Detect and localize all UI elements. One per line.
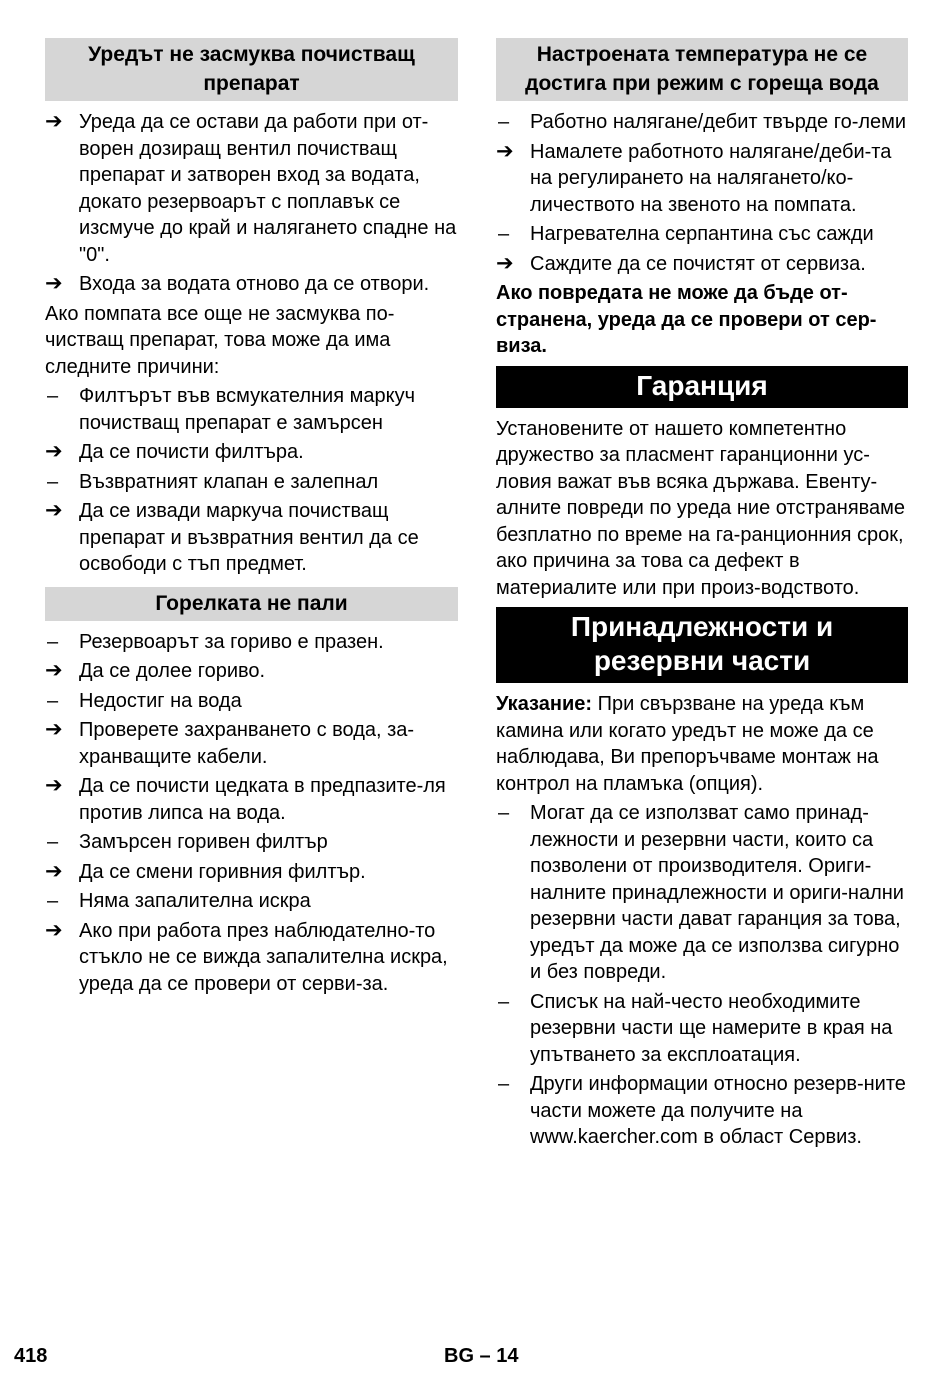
dash-icon: –	[47, 689, 59, 712]
list-item	[45, 829, 458, 856]
arrow-right-icon: ➔	[45, 659, 63, 682]
list-item	[45, 109, 458, 268]
list-detergent-causes	[45, 383, 458, 578]
list-item-text: Саждите да се почистят от сервиза.	[530, 252, 866, 275]
list-item	[45, 773, 458, 826]
list-item	[496, 1071, 908, 1151]
list-item-text: Уреда да се остави да работи при от-ворен дозиращ вентил почистващ препарат и затворен вход за водата, докато резервоарът с поплавък се изсмуче до край и налягането спадне на "0".	[79, 111, 457, 266]
list-item	[45, 717, 458, 770]
paragraph-warranty: Установените от нашето компетентно дружество за пласмент гаранционни ус-ловия важат във всяка държава. Евенту-алните повреди по уреда ние отстраняваме безплатно по време на га-ранционния срок, ако причина за това са дефект в материалите или при произ-водството.	[496, 417, 906, 599]
dash-icon: –	[47, 385, 59, 407]
dash-icon: –	[498, 802, 510, 824]
right-column	[496, 38, 908, 1154]
list-item	[45, 271, 458, 298]
arrow-right-icon: ➔	[45, 859, 63, 883]
list-item	[496, 251, 908, 278]
note-text: При свързване на уреда към камина или когато уредът не може да се наблюдава, Ви препоръчваме монтаж на контрол на пламъка (опция).	[496, 693, 879, 795]
list-item-text: Възвратният клапан е залепнал	[79, 470, 379, 493]
left-column	[45, 38, 458, 1000]
list-item	[45, 469, 458, 496]
list-item-text: Ако при работа през наблюдателно-то стъкло не се вижда запалителна искра, уреда да се провери от серви-за.	[79, 919, 448, 995]
list-item	[45, 888, 458, 915]
arrow-right-icon: ➔	[45, 440, 63, 463]
list-item	[45, 918, 458, 998]
list-item	[496, 109, 908, 136]
list-detergent-steps	[45, 109, 458, 298]
arrow-right-icon: ➔	[45, 110, 63, 133]
arrow-right-icon: ➔	[45, 272, 63, 295]
page-number: 418	[14, 1345, 48, 1367]
list-item-text: Могат да се използват само принад-лежности и резервни части, които са позволени от производителя. Ориги-налните принадлежности и ориги-нални резервни части дават гаранция за това, уредът да може да се използва сигурно и без повреди.	[530, 802, 904, 983]
list-accessories	[496, 800, 908, 1151]
list-item-text: Да се извади маркуча почистващ препарат и възвратния вентил да се освободи с тъп предмет.	[79, 500, 419, 575]
dash-icon: –	[47, 890, 59, 912]
paragraph-contact-service: Ако повредата не може да бъде от-странена, уреда да се провери от сер-виза.	[496, 282, 877, 357]
list-item-text: Замърсен горивен филтър	[79, 831, 328, 853]
heading-accessories-spare-parts: Принадлежности и резервни части	[496, 607, 908, 683]
list-item-text: Да се смени горивния филтър.	[79, 860, 366, 883]
dash-icon: –	[498, 1073, 510, 1095]
list-item	[45, 383, 458, 436]
list-item	[496, 800, 908, 986]
heading-warranty: Гаранция	[496, 366, 908, 408]
dash-icon: –	[498, 223, 510, 245]
list-item	[496, 989, 908, 1069]
list-item-text: Проверете захранването с вода, за-хранващите кабели.	[79, 719, 415, 768]
note-label: Указание:	[496, 693, 593, 715]
list-item	[496, 139, 908, 219]
list-item	[496, 221, 908, 248]
heading-temperature-not-reached: Настроената температура не се достига при режим с гореща вода	[496, 38, 908, 101]
dash-icon: –	[47, 831, 59, 853]
arrow-right-icon: ➔	[45, 499, 63, 522]
list-item-text: Входа за водата отново да се отвори.	[79, 273, 430, 295]
list-burner-causes	[45, 629, 458, 998]
list-item	[45, 658, 458, 685]
page-reference: BG – 14	[444, 1345, 519, 1367]
heading-no-detergent-suction: Уредът не засмуква почистващ препарат	[45, 38, 458, 101]
list-item-text: Списък на най-често необходимите резервни части ще намерите в края на упътването за експлоатация.	[530, 990, 893, 1066]
heading-burner-not-igniting: Горелката не пали	[45, 587, 458, 621]
paragraph-note	[496, 691, 908, 797]
dash-icon: –	[498, 990, 510, 1013]
list-item	[45, 688, 458, 715]
list-item-text: Да се почисти филтъра.	[79, 441, 304, 463]
paragraph-possible-causes: Ако помпата все още не засмуква по-чистващ препарат, това може да има следните причини:	[45, 302, 395, 378]
list-item	[45, 629, 458, 656]
list-item-text: Други информации относно резерв-ните части можете да получите на www.kaercher.com в област Сервиз.	[530, 1073, 906, 1148]
arrow-right-icon: ➔	[45, 718, 63, 741]
list-item-text: Резервоарът за гориво е празен.	[79, 630, 384, 653]
list-item-text: Работно налягане/дебит твърде го-леми	[530, 111, 907, 133]
list-item-text: Няма запалителна искра	[79, 890, 311, 912]
list-item	[45, 439, 458, 466]
arrow-right-icon: ➔	[45, 774, 63, 797]
list-item-text: Недостиг на вода	[79, 689, 242, 712]
dash-icon: –	[498, 111, 510, 133]
list-item-text: Намалете работното налягане/деби-та на регулирането на налягането/ко-личеството на звеното на помпата.	[530, 140, 892, 216]
dash-icon: –	[47, 630, 59, 653]
list-temperature-causes	[496, 109, 908, 277]
list-item-text: Да се почисти цедката в предпазите-ля против липса на вода.	[79, 775, 446, 824]
arrow-right-icon: ➔	[45, 918, 63, 942]
list-item-text: Нагревателна серпантина със сажди	[530, 223, 874, 245]
list-item	[45, 498, 458, 578]
dash-icon: –	[47, 470, 59, 493]
arrow-right-icon: ➔	[496, 251, 514, 275]
list-item	[45, 859, 458, 886]
arrow-right-icon: ➔	[496, 139, 514, 163]
list-item-text: Филтърът във всмукателния маркуч почистващ препарат е замърсен	[79, 385, 415, 434]
list-item-text: Да се долее гориво.	[79, 660, 266, 682]
